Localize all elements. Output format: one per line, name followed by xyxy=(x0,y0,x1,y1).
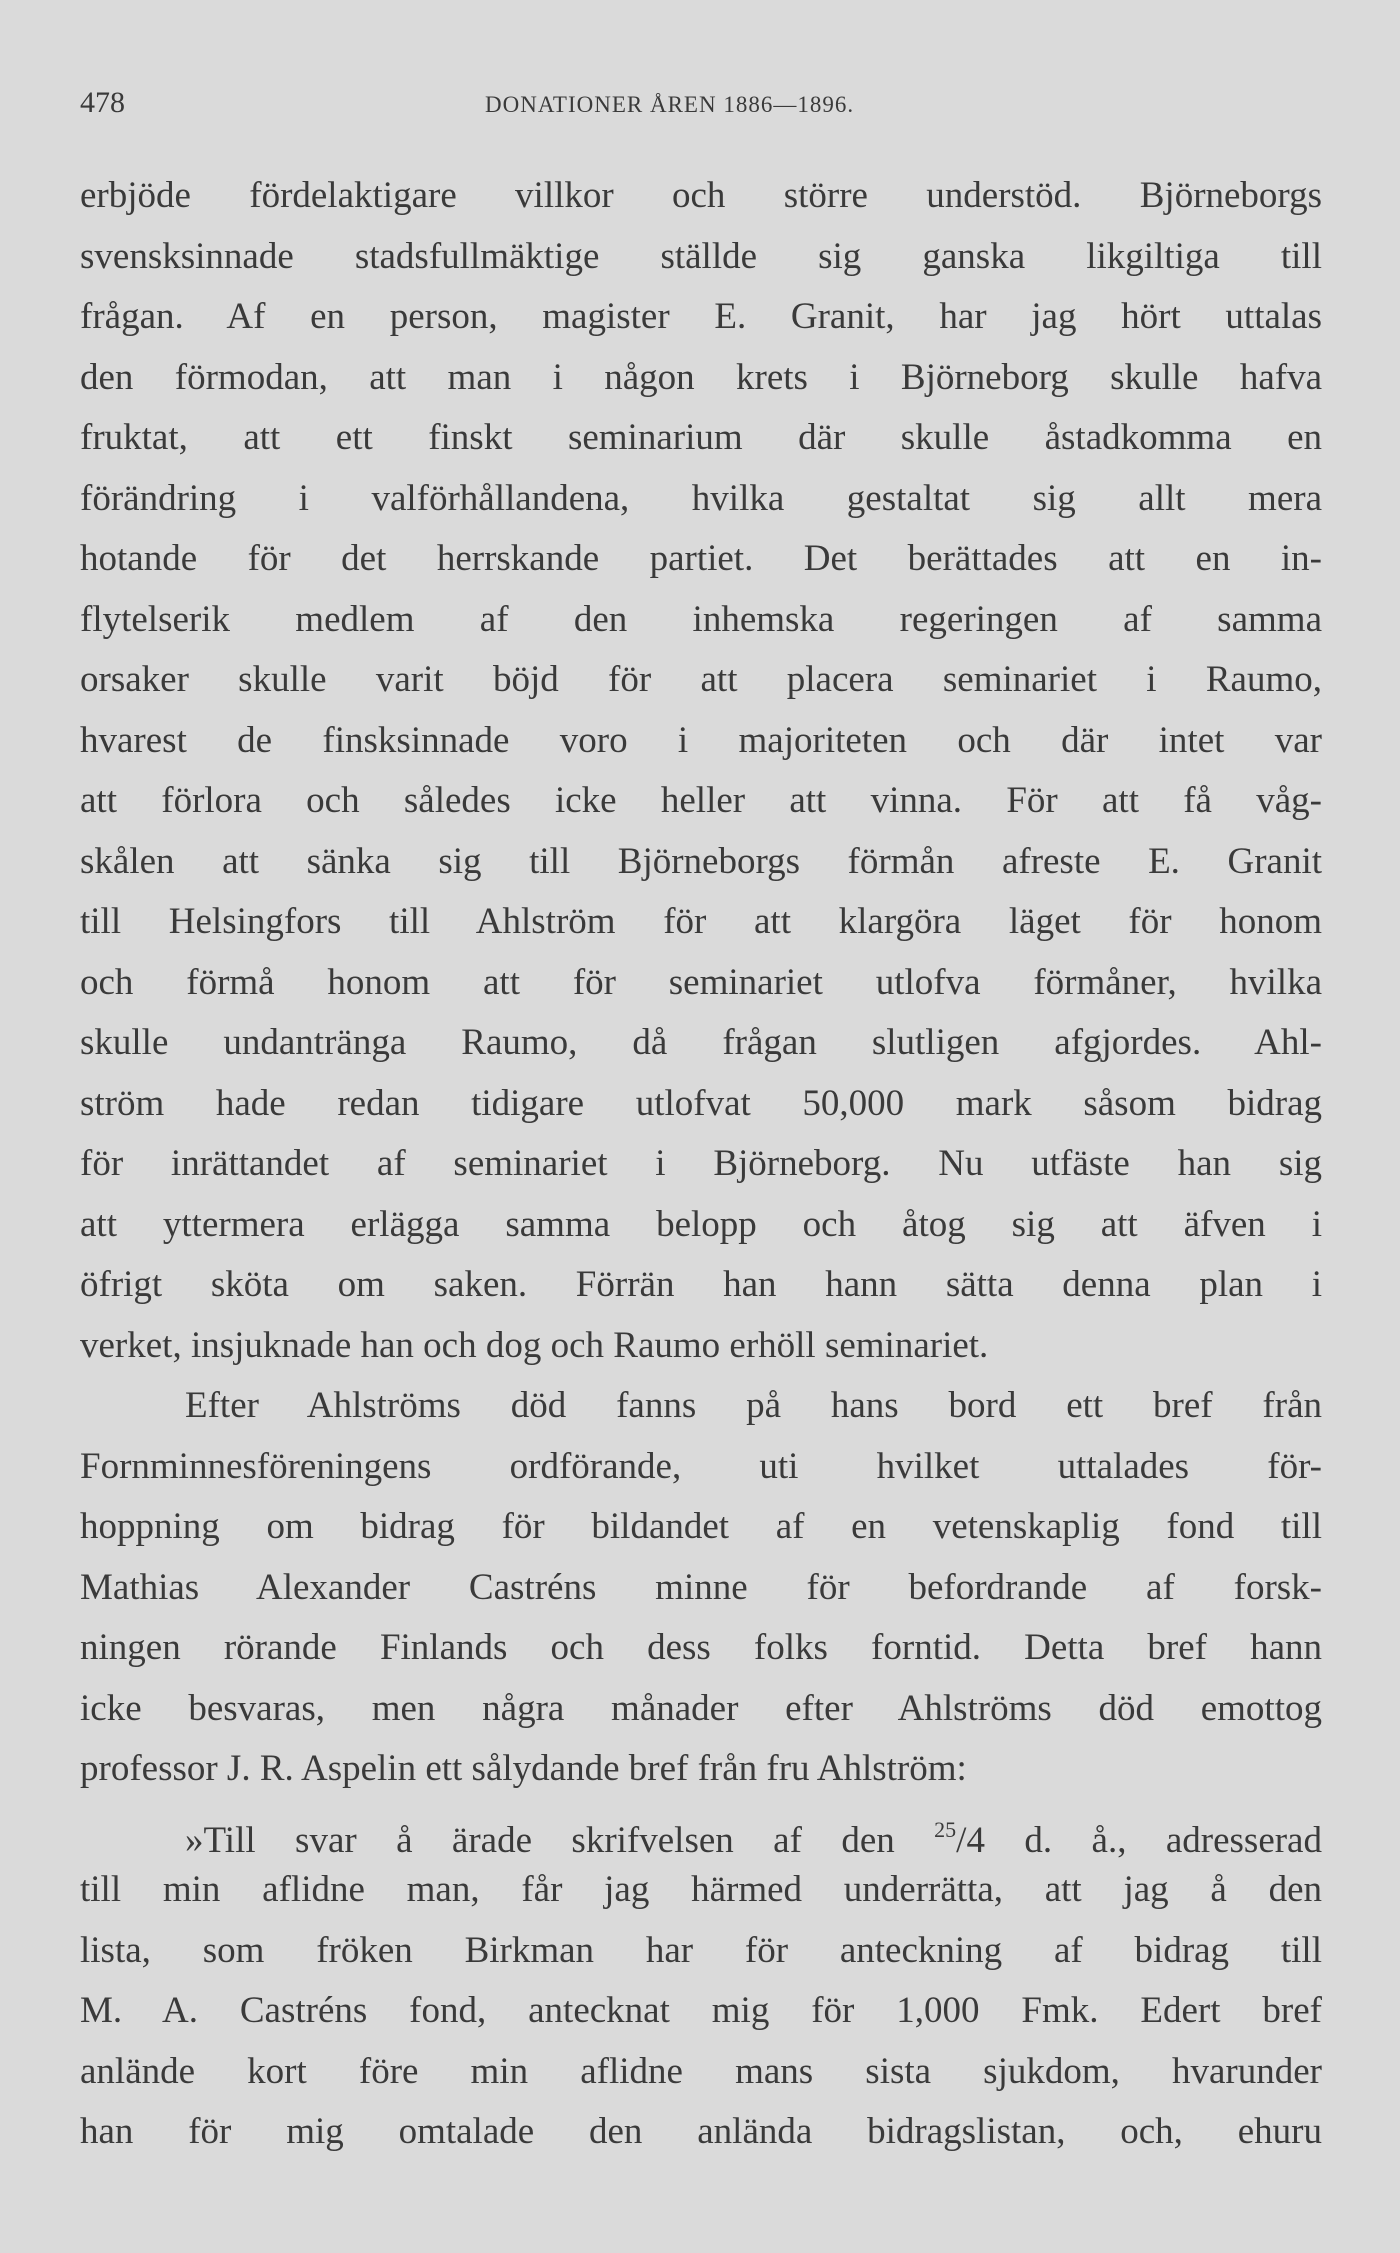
text-line: den förmodan, att man i någon krets i Björneborg skulle hafva xyxy=(80,356,1322,398)
letter-opening: »Till svar å ärade skrifvelsen af den xyxy=(185,1819,935,1861)
text-line: frågan. Af en person, magister E. Granit, har jag hört uttalas xyxy=(80,296,1322,337)
page-number: 478 xyxy=(80,86,125,119)
text-line: och förmå honom att för seminariet utlofva förmåner, hvilka xyxy=(80,961,1322,1003)
text-line: förändring i valförhållandena, hvilka gestaltat sig allt mera xyxy=(80,477,1322,519)
letter-line: han för mig omtalade den anlända bidragslistan, och, ehuru xyxy=(80,2111,1322,2152)
text-line: orsaker skulle varit böjd för att placera seminariet i Raumo, xyxy=(80,659,1322,700)
running-head xyxy=(80,86,1330,126)
text-line: professor J. R. Aspelin ett sålydande bref från fru Ahlström: xyxy=(80,1748,967,1789)
letter-line: till min aflidne man, får jag härmed underrätta, att jag å den xyxy=(80,1869,1322,1910)
text-line: flytelserik medlem af den inhemska regeringen af samma xyxy=(80,598,1322,640)
body-text xyxy=(80,166,1322,2163)
letter-first-line xyxy=(80,1800,1322,1861)
text-line: Mathias Alexander Castréns minne för befordrande af forsk- xyxy=(80,1566,1322,1608)
paragraph-start-line: Efter Ahlströms död fanns på hans bord ett bref från xyxy=(185,1385,1322,1426)
date-superscript: 25 xyxy=(934,1816,957,1842)
letter-line: M. A. Castréns fond, antecknat mig för 1,000 Fmk. Edert bref xyxy=(80,1990,1322,2031)
text-line: fruktat, att ett finskt seminarium där skulle åstadkomma en xyxy=(80,417,1322,458)
text-line: för inrättandet af seminariet i Björneborg. Nu utfäste han sig xyxy=(80,1143,1322,1184)
text-line: ningen rörande Finlands och dess folks forntid. Detta bref hann xyxy=(80,1627,1322,1668)
text-line: till Helsingfors till Ahlström för att klargöra läget för honom xyxy=(80,901,1322,942)
text-line: icke besvaras, men några månader efter Ahlströms död emottog xyxy=(80,1687,1322,1729)
letter-opening-rest: /4 d. å., adresserad xyxy=(956,1819,1322,1861)
text-line: erbjöde fördelaktigare villkor och större understöd. Björneborgs xyxy=(80,175,1322,216)
text-line: hotande för det herrskande partiet. Det berättades att en in- xyxy=(80,538,1322,579)
letter-line: anlände kort före min aflidne mans sista sjukdom, hvarunder xyxy=(80,2050,1322,2092)
text-line: ström hade redan tidigare utlofvat 50,000 mark såsom bidrag xyxy=(80,1082,1322,1124)
text-line: att yttermera erlägga samma belopp och åtog sig att äfven i xyxy=(80,1203,1322,1245)
text-line: svensksinnade stadsfullmäktige ställde sig ganska likgiltiga till xyxy=(80,235,1322,277)
text-line: öfrigt sköta om saken. Förrän han hann sätta denna plan i xyxy=(80,1264,1322,1305)
text-line: hvarest de finsksinnade voro i majoriteten och där intet var xyxy=(80,719,1322,761)
running-title: DONATIONER ÅREN 1886—1896. xyxy=(485,92,855,117)
text-line: att förlora och således icke heller att vinna. För att få våg- xyxy=(80,780,1322,821)
text-line: hoppning om bidrag för bildandet af en vetenskaplig fond till xyxy=(80,1506,1322,1547)
text-line: skulle undantränga Raumo, då frågan slutligen afgjordes. Ahl- xyxy=(80,1022,1322,1063)
text-line: verket, insjuknade han och dog och Raumo erhöll seminariet. xyxy=(80,1324,989,1366)
letter-line: lista, som fröken Birkman har för anteckning af bidrag till xyxy=(80,1929,1322,1971)
text-line: Fornminnesföreningens ordförande, uti hvilket uttalades för- xyxy=(80,1445,1322,1487)
text-line: skålen att sänka sig till Björneborgs förmån afreste E. Granit xyxy=(80,840,1322,882)
